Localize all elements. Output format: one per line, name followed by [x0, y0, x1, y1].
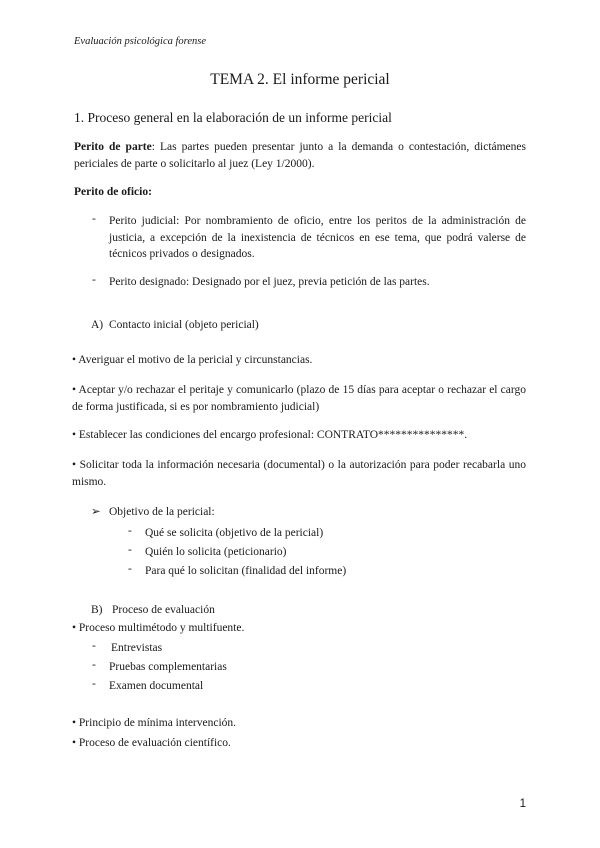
perito-oficio-label — [74, 184, 526, 201]
arrow-bullet-icon: ➢ — [91, 506, 101, 518]
objetivo-item: Qué se solicita (objetivo de la pericial) — [145, 527, 324, 539]
perito-parte-paragraph — [74, 139, 526, 172]
proceso-item: Entrevistas — [111, 642, 163, 654]
section-a-label: Contacto inicial (objeto pericial) — [109, 319, 259, 331]
dash-marker: - — [92, 678, 96, 690]
bullet-item: • Proceso de evaluación científico. — [72, 737, 231, 749]
objetivo-item: Quién lo solicita (peticionario) — [145, 546, 287, 558]
perito-parte-label: Perito de parte — [74, 141, 152, 153]
perito-designado-item: Perito designado: Designado por el juez, previa petición de las partes. — [109, 276, 430, 288]
page-number: 1 — [519, 798, 526, 810]
page-title: TEMA 2. El informe pericial — [210, 71, 390, 88]
perito-judicial-item: Perito judicial: Por nombramiento de oficio, entre los peritos de la administración de justicia, a excepción de la inexistencia de técnicos en ese tema, que podrá valerse de técnicos privados o designados. — [109, 215, 526, 260]
proceso-item: Examen documental — [109, 680, 204, 692]
bullet-item: • Averiguar el motivo de la pericial y circunstancias. — [72, 354, 313, 366]
section-b-label: Proceso de evaluación — [112, 604, 215, 616]
section-heading: 1. Proceso general en la elaboración de un informe pericial — [74, 110, 392, 125]
dash-marker: - — [128, 525, 132, 537]
dash-marker: - — [128, 544, 132, 556]
dash-marker: - — [92, 659, 96, 671]
running-header: Evaluación psicológica forense — [74, 36, 206, 47]
dash-marker: - — [92, 274, 96, 286]
perito-oficio-label-text: Perito de oficio: — [74, 186, 152, 198]
bullet-item: • Solicitar toda la información necesaria (documental) o la autorización para poder recabarla uno mismo. — [72, 459, 526, 488]
objetivo-item: Para qué lo solicitan (finalidad del informe) — [145, 565, 347, 577]
dash-marker: - — [128, 563, 132, 575]
proceso-item: Pruebas complementarias — [109, 661, 227, 673]
section-a-marker: A) — [91, 319, 104, 331]
bullet-item: • Principio de mínima intervención. — [72, 717, 237, 729]
section-b-marker: B) — [91, 604, 103, 616]
objetivo-label: Objetivo de la pericial: — [109, 506, 215, 518]
dash-marker: - — [92, 213, 96, 225]
dash-marker: - — [92, 640, 96, 652]
perito-parte-text: : Las partes pueden presentar junto a la demanda o contestación, dictámenes periciales de parte o solicitarlo al juez (Ley 1/2000). — [74, 141, 526, 170]
proceso-label: • Proceso multimétodo y multifuente. — [72, 622, 245, 634]
bullet-item: • Establecer las condiciones del encargo profesional: CONTRATO***************. — [72, 429, 468, 441]
bullet-item: • Aceptar y/o rechazar el peritaje y comunicarlo (plazo de 15 días para aceptar o rechazar el cargo de forma justificada, si es por nombramiento judicial) — [72, 384, 526, 413]
